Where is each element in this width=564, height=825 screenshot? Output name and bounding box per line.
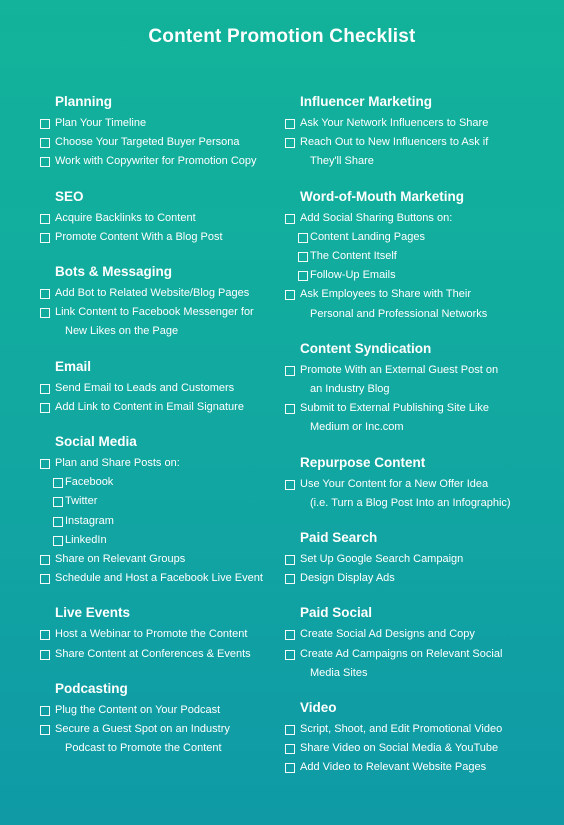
checklist-item-label: Use Your Content for a New Offer Idea <box>300 477 489 490</box>
checklist-item[interactable] <box>285 645 555 683</box>
checklist-item-label-continued: They'll Share <box>310 155 374 168</box>
section-word-of-mouth-marketing <box>285 187 555 324</box>
checklist-item[interactable] <box>285 758 555 777</box>
checklist-item[interactable] <box>40 114 280 133</box>
checklist-item[interactable] <box>40 379 280 398</box>
checklist-item-label: Choose Your Targeted Buyer Persona <box>55 136 240 149</box>
checklist-item-label-continued: Media Sites <box>310 666 368 679</box>
checkbox-icon[interactable] <box>285 725 295 735</box>
checkbox-icon[interactable] <box>285 763 295 773</box>
checklist-item-label-continued: Personal and Professional Networks <box>310 307 488 320</box>
checkbox-icon[interactable] <box>40 630 50 640</box>
checklist-item-label: Twitter <box>65 495 98 508</box>
section-live-events <box>40 603 280 663</box>
section-heading: Repurpose Content <box>300 454 426 470</box>
checklist-item-label: Promote Content With a Blog Post <box>55 230 223 243</box>
checklist-item[interactable] <box>40 228 280 247</box>
checkbox-icon[interactable] <box>40 384 50 394</box>
checklist-item-label-continued: Podcast to Promote the Content <box>65 742 222 755</box>
section-paid-social <box>285 603 555 683</box>
checkbox-icon[interactable] <box>285 214 295 224</box>
checkbox-icon[interactable] <box>40 119 50 129</box>
checklist-item-label: Share Video on Social Media & YouTube <box>300 742 499 755</box>
checklist-item-label: Plug the Content on Your Podcast <box>55 703 221 716</box>
checklist-item-label: Instagram <box>65 514 114 527</box>
checklist-item-label: Reach Out to New Influencers to Ask if <box>300 136 489 149</box>
checkbox-icon[interactable] <box>40 289 50 299</box>
checkbox-icon[interactable] <box>40 650 50 660</box>
checklist-item-label: Share on Relevant Groups <box>55 553 186 566</box>
checklist-item-label: Script, Shoot, and Edit Promotional Video <box>300 723 503 736</box>
section-heading: Podcasting <box>55 680 128 696</box>
checklist-item[interactable] <box>285 133 555 171</box>
checklist-item[interactable] <box>285 266 555 285</box>
checklist-item-label: Share Content at Conferences & Events <box>55 647 251 660</box>
checkbox-icon[interactable] <box>40 725 50 735</box>
checklist-item-label: Create Ad Campaigns on Relevant Social <box>300 647 503 660</box>
checklist-item[interactable] <box>40 569 280 588</box>
checklist-item[interactable] <box>40 512 280 531</box>
checklist-item-label: Submit to External Publishing Site Like <box>300 402 489 415</box>
section-heading: Content Syndication <box>300 340 432 356</box>
section-influencer-marketing <box>285 92 555 172</box>
section-heading: Live Events <box>55 605 131 621</box>
checklist-item-label-continued: (i.e. Turn a Blog Post Into an Infographic) <box>310 496 511 509</box>
checkbox-icon[interactable] <box>53 497 63 507</box>
checkbox-icon[interactable] <box>40 157 50 167</box>
checkbox-icon[interactable] <box>40 574 50 584</box>
section-content-syndication <box>285 339 555 438</box>
checklist-item[interactable] <box>285 114 555 133</box>
checklist-item[interactable] <box>40 645 280 664</box>
checklist-item-label: Link Content to Facebook Messenger for <box>55 306 254 319</box>
section-heading: Paid Search <box>300 530 378 546</box>
checklist-item-label: Plan Your Timeline <box>55 117 147 129</box>
section-heading: Planning <box>55 94 112 109</box>
checklist-item-label: Design Display Ads <box>300 572 395 585</box>
checklist-item-label: The Content Itself <box>310 250 397 263</box>
checklist-item-label: Ask Employees to Share with Their <box>300 288 471 301</box>
checkbox-icon[interactable] <box>285 480 295 490</box>
checklist-item-label: Ask Your Network Influencers to Share <box>300 117 489 129</box>
checkbox-icon[interactable] <box>40 403 50 413</box>
section-seo <box>40 187 280 247</box>
checklist-item-label: LinkedIn <box>65 533 107 546</box>
section-planning <box>40 92 280 172</box>
checkbox-icon[interactable] <box>285 630 295 640</box>
left-column <box>40 92 280 773</box>
checkbox-icon[interactable] <box>40 233 50 243</box>
checklist-item-label: Create Social Ad Designs and Copy <box>300 628 475 641</box>
checklist-item[interactable] <box>285 285 555 323</box>
checklist-item[interactable] <box>285 739 555 758</box>
checklist-item[interactable] <box>285 720 555 739</box>
checklist-item[interactable] <box>285 399 555 437</box>
checklist-item[interactable] <box>285 475 555 513</box>
checklist-item[interactable] <box>285 625 555 644</box>
checklist-item-label: Add Link to Content in Email Signature <box>55 400 244 413</box>
checkbox-icon[interactable] <box>53 536 63 546</box>
checkbox-icon[interactable] <box>40 214 50 224</box>
checkbox-icon[interactable] <box>40 459 50 469</box>
checkbox-icon[interactable] <box>285 744 295 754</box>
checkbox-icon[interactable] <box>285 138 295 148</box>
checklist-item-label: Add Social Sharing Buttons on: <box>300 211 453 224</box>
section-bots-and-messaging <box>40 262 280 342</box>
section-heading: Paid Social <box>300 605 373 621</box>
checklist-item[interactable] <box>40 303 280 341</box>
checklist-item-label: Acquire Backlinks to Content <box>55 211 196 224</box>
checklist-item-label: Secure a Guest Spot on an Industry <box>55 723 230 736</box>
checklist-item-label: Schedule and Host a Facebook Live Event <box>55 572 263 585</box>
checklist-item[interactable] <box>285 247 555 266</box>
checkbox-icon[interactable] <box>285 290 295 300</box>
checkbox-icon[interactable] <box>285 366 295 376</box>
checkbox-icon[interactable] <box>285 119 295 129</box>
checkbox-icon[interactable] <box>53 478 63 488</box>
section-heading: Bots & Messaging <box>55 264 173 280</box>
page-title: Content Promotion Checklist <box>148 26 416 47</box>
checklist-item-label: Facebook <box>65 476 114 489</box>
checklist-item[interactable] <box>40 531 280 550</box>
checkbox-icon[interactable] <box>285 650 295 660</box>
checkbox-icon[interactable] <box>285 555 295 565</box>
checklist-item-label: Work with Copywriter for Promotion Copy <box>55 155 257 168</box>
section-podcasting <box>40 679 280 759</box>
checklist-item-label: Set Up Google Search Campaign <box>300 553 464 566</box>
checklist-item[interactable] <box>40 473 280 492</box>
checkbox-icon[interactable] <box>298 252 308 262</box>
checklist-item[interactable] <box>40 625 280 644</box>
checklist-item-label: Promote With an External Guest Post on <box>300 363 499 376</box>
section-heading: Social Media <box>55 434 137 450</box>
checkbox-icon[interactable] <box>40 706 50 716</box>
checkbox-icon[interactable] <box>40 555 50 565</box>
section-heading: Influencer Marketing <box>300 94 433 109</box>
checklist-item-label-continued: an Industry Blog <box>310 383 390 396</box>
checklist-item-label: Plan and Share Posts on: <box>55 457 180 470</box>
checkbox-icon[interactable] <box>285 404 295 414</box>
checklist-item-label: Send Email to Leads and Customers <box>55 381 235 394</box>
checklist-item[interactable] <box>40 492 280 511</box>
checklist-item[interactable] <box>40 152 280 171</box>
section-heading: Email <box>55 358 92 374</box>
checklist-item[interactable] <box>40 284 280 303</box>
checkbox-icon[interactable] <box>53 517 63 527</box>
checklist-item[interactable] <box>285 569 555 588</box>
checklist-item[interactable] <box>40 398 280 417</box>
checklist-item[interactable] <box>40 209 280 228</box>
right-column <box>285 92 555 793</box>
section-repurpose-content <box>285 453 555 513</box>
checklist-item[interactable] <box>285 550 555 569</box>
checklist-item-label: Content Landing Pages <box>310 230 425 243</box>
checklist-item-label-continued: New Likes on the Page <box>65 325 179 338</box>
checklist-item-label: Follow-Up Emails <box>310 269 396 282</box>
checklist-item-label-continued: Medium or Inc.com <box>310 421 404 434</box>
checklist-item[interactable] <box>40 550 280 569</box>
section-heading: SEO <box>55 188 84 204</box>
checklist-item[interactable] <box>285 228 555 247</box>
checklist-item-label: Add Video to Relevant Website Pages <box>300 761 487 774</box>
checkbox-icon[interactable] <box>285 574 295 584</box>
checklist-item[interactable] <box>40 701 280 720</box>
checklist-item[interactable] <box>40 133 280 152</box>
checklist-item[interactable] <box>285 209 555 228</box>
section-video <box>285 698 555 778</box>
checkbox-icon[interactable] <box>40 138 50 148</box>
checklist-item-label: Add Bot to Related Website/Blog Pages <box>55 287 250 300</box>
checklist-item-label: Host a Webinar to Promote the Content <box>55 628 248 641</box>
section-heading: Video <box>300 700 337 716</box>
checkbox-icon[interactable] <box>298 271 308 281</box>
checkbox-icon[interactable] <box>40 308 50 318</box>
checkbox-icon[interactable] <box>298 233 308 243</box>
section-email <box>40 357 280 417</box>
checklist-item[interactable] <box>40 454 280 473</box>
section-paid-search <box>285 528 555 588</box>
checklist-item[interactable] <box>285 361 555 399</box>
section-social-media <box>40 432 280 588</box>
section-heading: Word-of-Mouth Marketing <box>300 188 464 204</box>
checklist-item[interactable] <box>40 720 280 758</box>
